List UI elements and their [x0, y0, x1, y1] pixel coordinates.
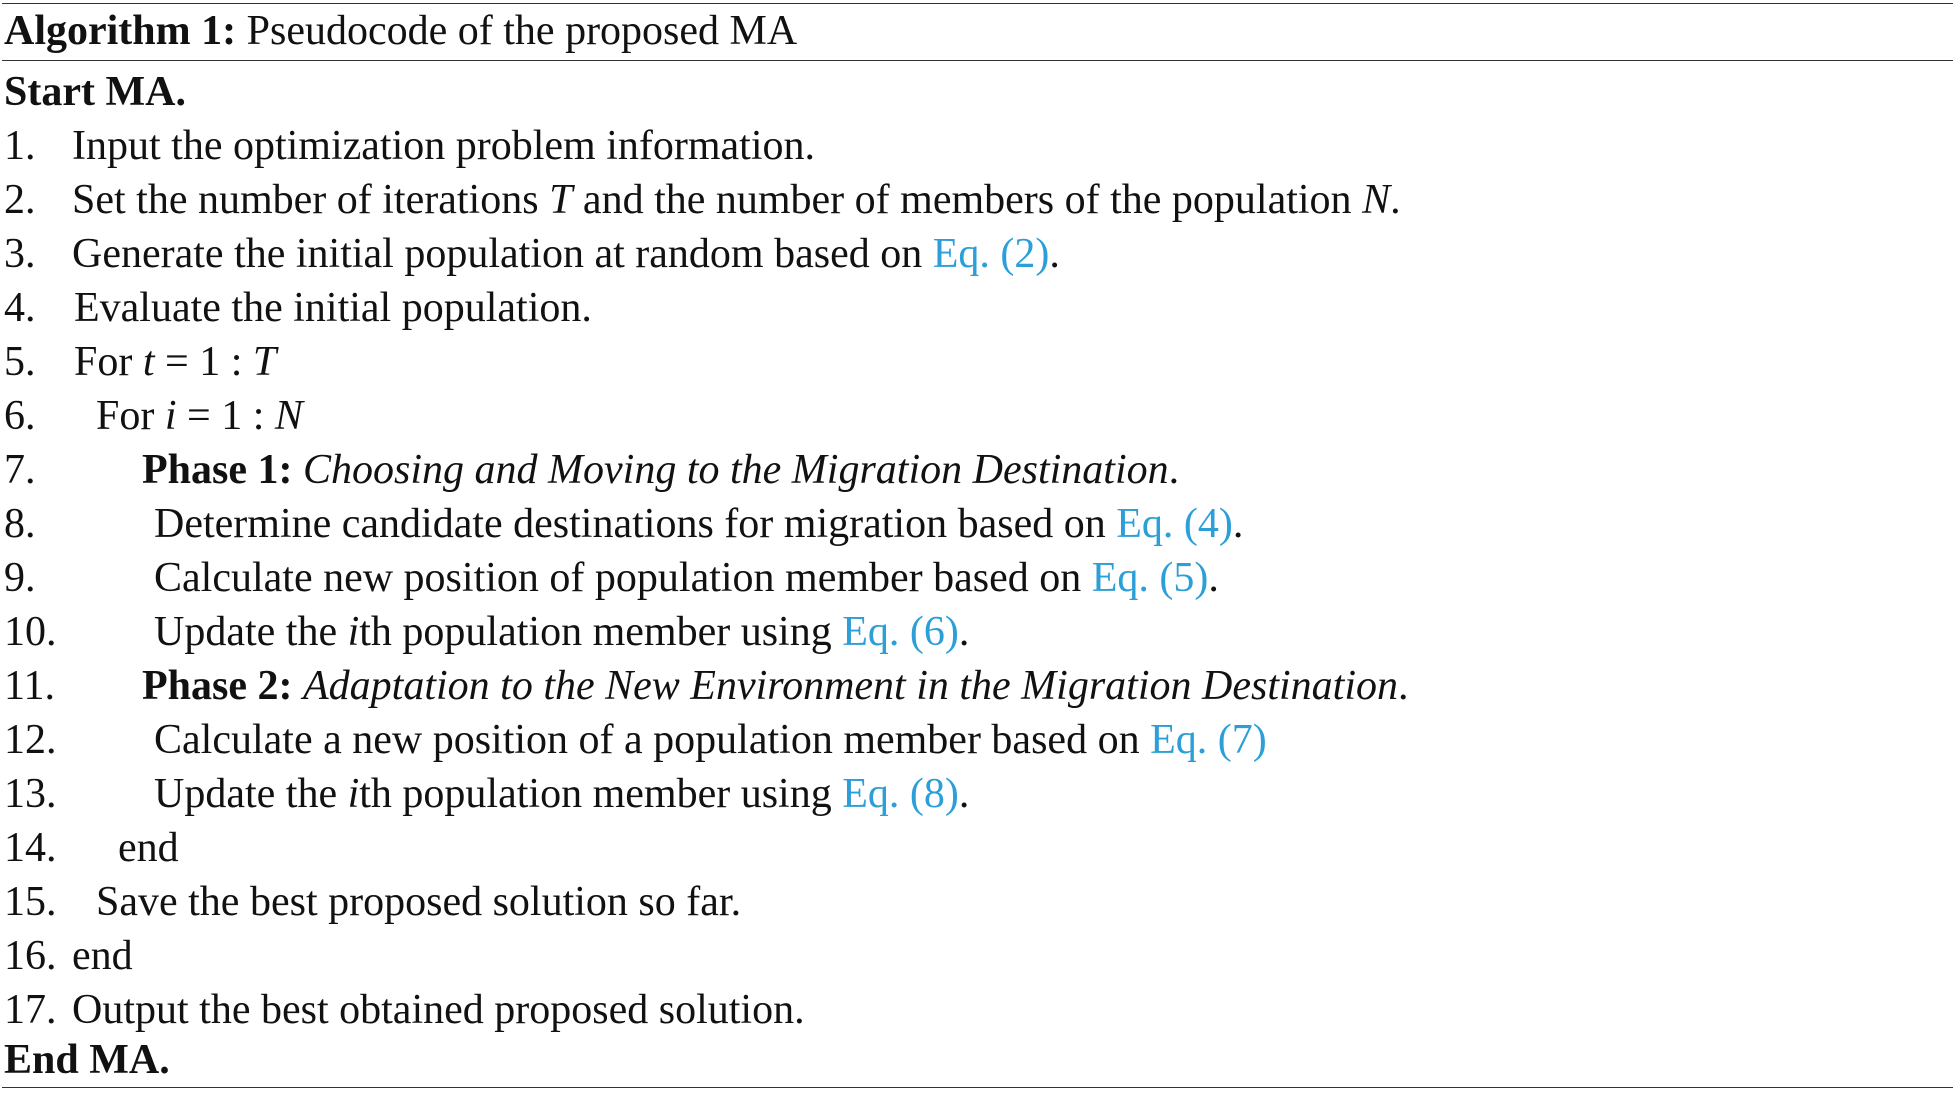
step-number: 2.: [4, 177, 36, 223]
step-text: end: [118, 825, 179, 871]
end-line: End MA.: [4, 1037, 170, 1083]
step-number: 5.: [4, 339, 36, 385]
step-17: [4, 983, 805, 1037]
equation-link[interactable]: Eq. (2): [932, 231, 1050, 277]
step-10: [4, 605, 970, 659]
equation-link[interactable]: Eq. (4): [1116, 501, 1233, 547]
step-number: 8.: [4, 501, 36, 547]
step-number: 17.: [4, 987, 57, 1033]
step-text: For i = 1 : N: [96, 393, 303, 439]
step-3: [4, 227, 1060, 281]
variable-N: N: [1362, 177, 1391, 223]
step-number: 12.: [4, 717, 57, 763]
step-text: Update the ith population member using Eq. (8).: [154, 771, 970, 817]
step-text: Output the best obtained proposed solution.: [72, 987, 805, 1033]
step-text: Generate the initial population at random based on Eq. (2).: [72, 231, 1060, 277]
step-12: [4, 713, 1267, 767]
equation-link[interactable]: Eq. (6): [842, 609, 959, 655]
step-text: Calculate new position of population member based on Eq. (5).: [154, 555, 1219, 601]
step-text: Phase 2: Adaptation to the New Environment in the Migration Destination.: [142, 663, 1409, 709]
step-number: 1.: [4, 123, 36, 169]
step-9: [4, 551, 1219, 605]
step-text: Phase 1: Choosing and Moving to the Migration Destination.: [142, 447, 1180, 493]
step-text: end: [72, 933, 133, 979]
step-7: [4, 443, 1180, 497]
step-text: Save the best proposed solution so far.: [96, 879, 742, 925]
step-number: 4.: [4, 285, 36, 331]
step-text: Update the ith population member using Eq. (6).: [154, 609, 970, 655]
caption-rule: [2, 60, 1953, 61]
variable-T: T: [549, 177, 573, 223]
equation-link[interactable]: Eq. (7): [1150, 717, 1267, 763]
step-text: Evaluate the initial population.: [74, 285, 592, 331]
step-4: [4, 281, 592, 335]
step-number: 6.: [4, 393, 36, 439]
step-8: [4, 497, 1244, 551]
step-11: [4, 659, 1409, 713]
step-number: 13.: [4, 771, 57, 817]
bottom-rule: [2, 1087, 1953, 1088]
step-number: 14.: [4, 825, 57, 871]
step-5: [4, 335, 277, 389]
start-line: Start MA.: [4, 69, 186, 115]
step-text: Calculate a new position of a population member based on Eq. (7): [154, 717, 1267, 763]
step-text: For t = 1 : T: [74, 339, 277, 385]
step-number: 9.: [4, 555, 36, 601]
step-text: Set the number of iterations T and the number of members of the population N.: [72, 177, 1401, 223]
step-number: 16.: [4, 933, 57, 979]
algorithm-caption: [4, 4, 797, 58]
caption-title: Pseudocode of the proposed MA: [246, 8, 798, 54]
step-text: Input the optimization problem information.: [72, 123, 816, 169]
phase-title: Adaptation to the New Environment in the Migration Destination: [303, 663, 1399, 709]
step-1: [4, 119, 816, 173]
step-number: 7.: [4, 447, 36, 493]
phase-label: Phase 2:: [142, 663, 293, 709]
step-15: [4, 875, 742, 929]
step-text: Determine candidate destinations for migration based on Eq. (4).: [154, 501, 1244, 547]
step-number: 3.: [4, 231, 36, 277]
step-2: [4, 173, 1401, 227]
phase-title: Choosing and Moving to the Migration Destination: [303, 447, 1169, 493]
step-number: 15.: [4, 879, 57, 925]
step-16: [4, 929, 133, 983]
step-14: [4, 821, 179, 875]
step-13: [4, 767, 970, 821]
step-number: 11.: [4, 663, 55, 709]
equation-link[interactable]: Eq. (8): [842, 771, 959, 817]
step-6: [4, 389, 303, 443]
phase-label: Phase 1:: [142, 447, 293, 493]
equation-link[interactable]: Eq. (5): [1091, 555, 1209, 601]
step-number: 10.: [4, 609, 57, 655]
caption-label: Algorithm 1:: [4, 8, 237, 54]
